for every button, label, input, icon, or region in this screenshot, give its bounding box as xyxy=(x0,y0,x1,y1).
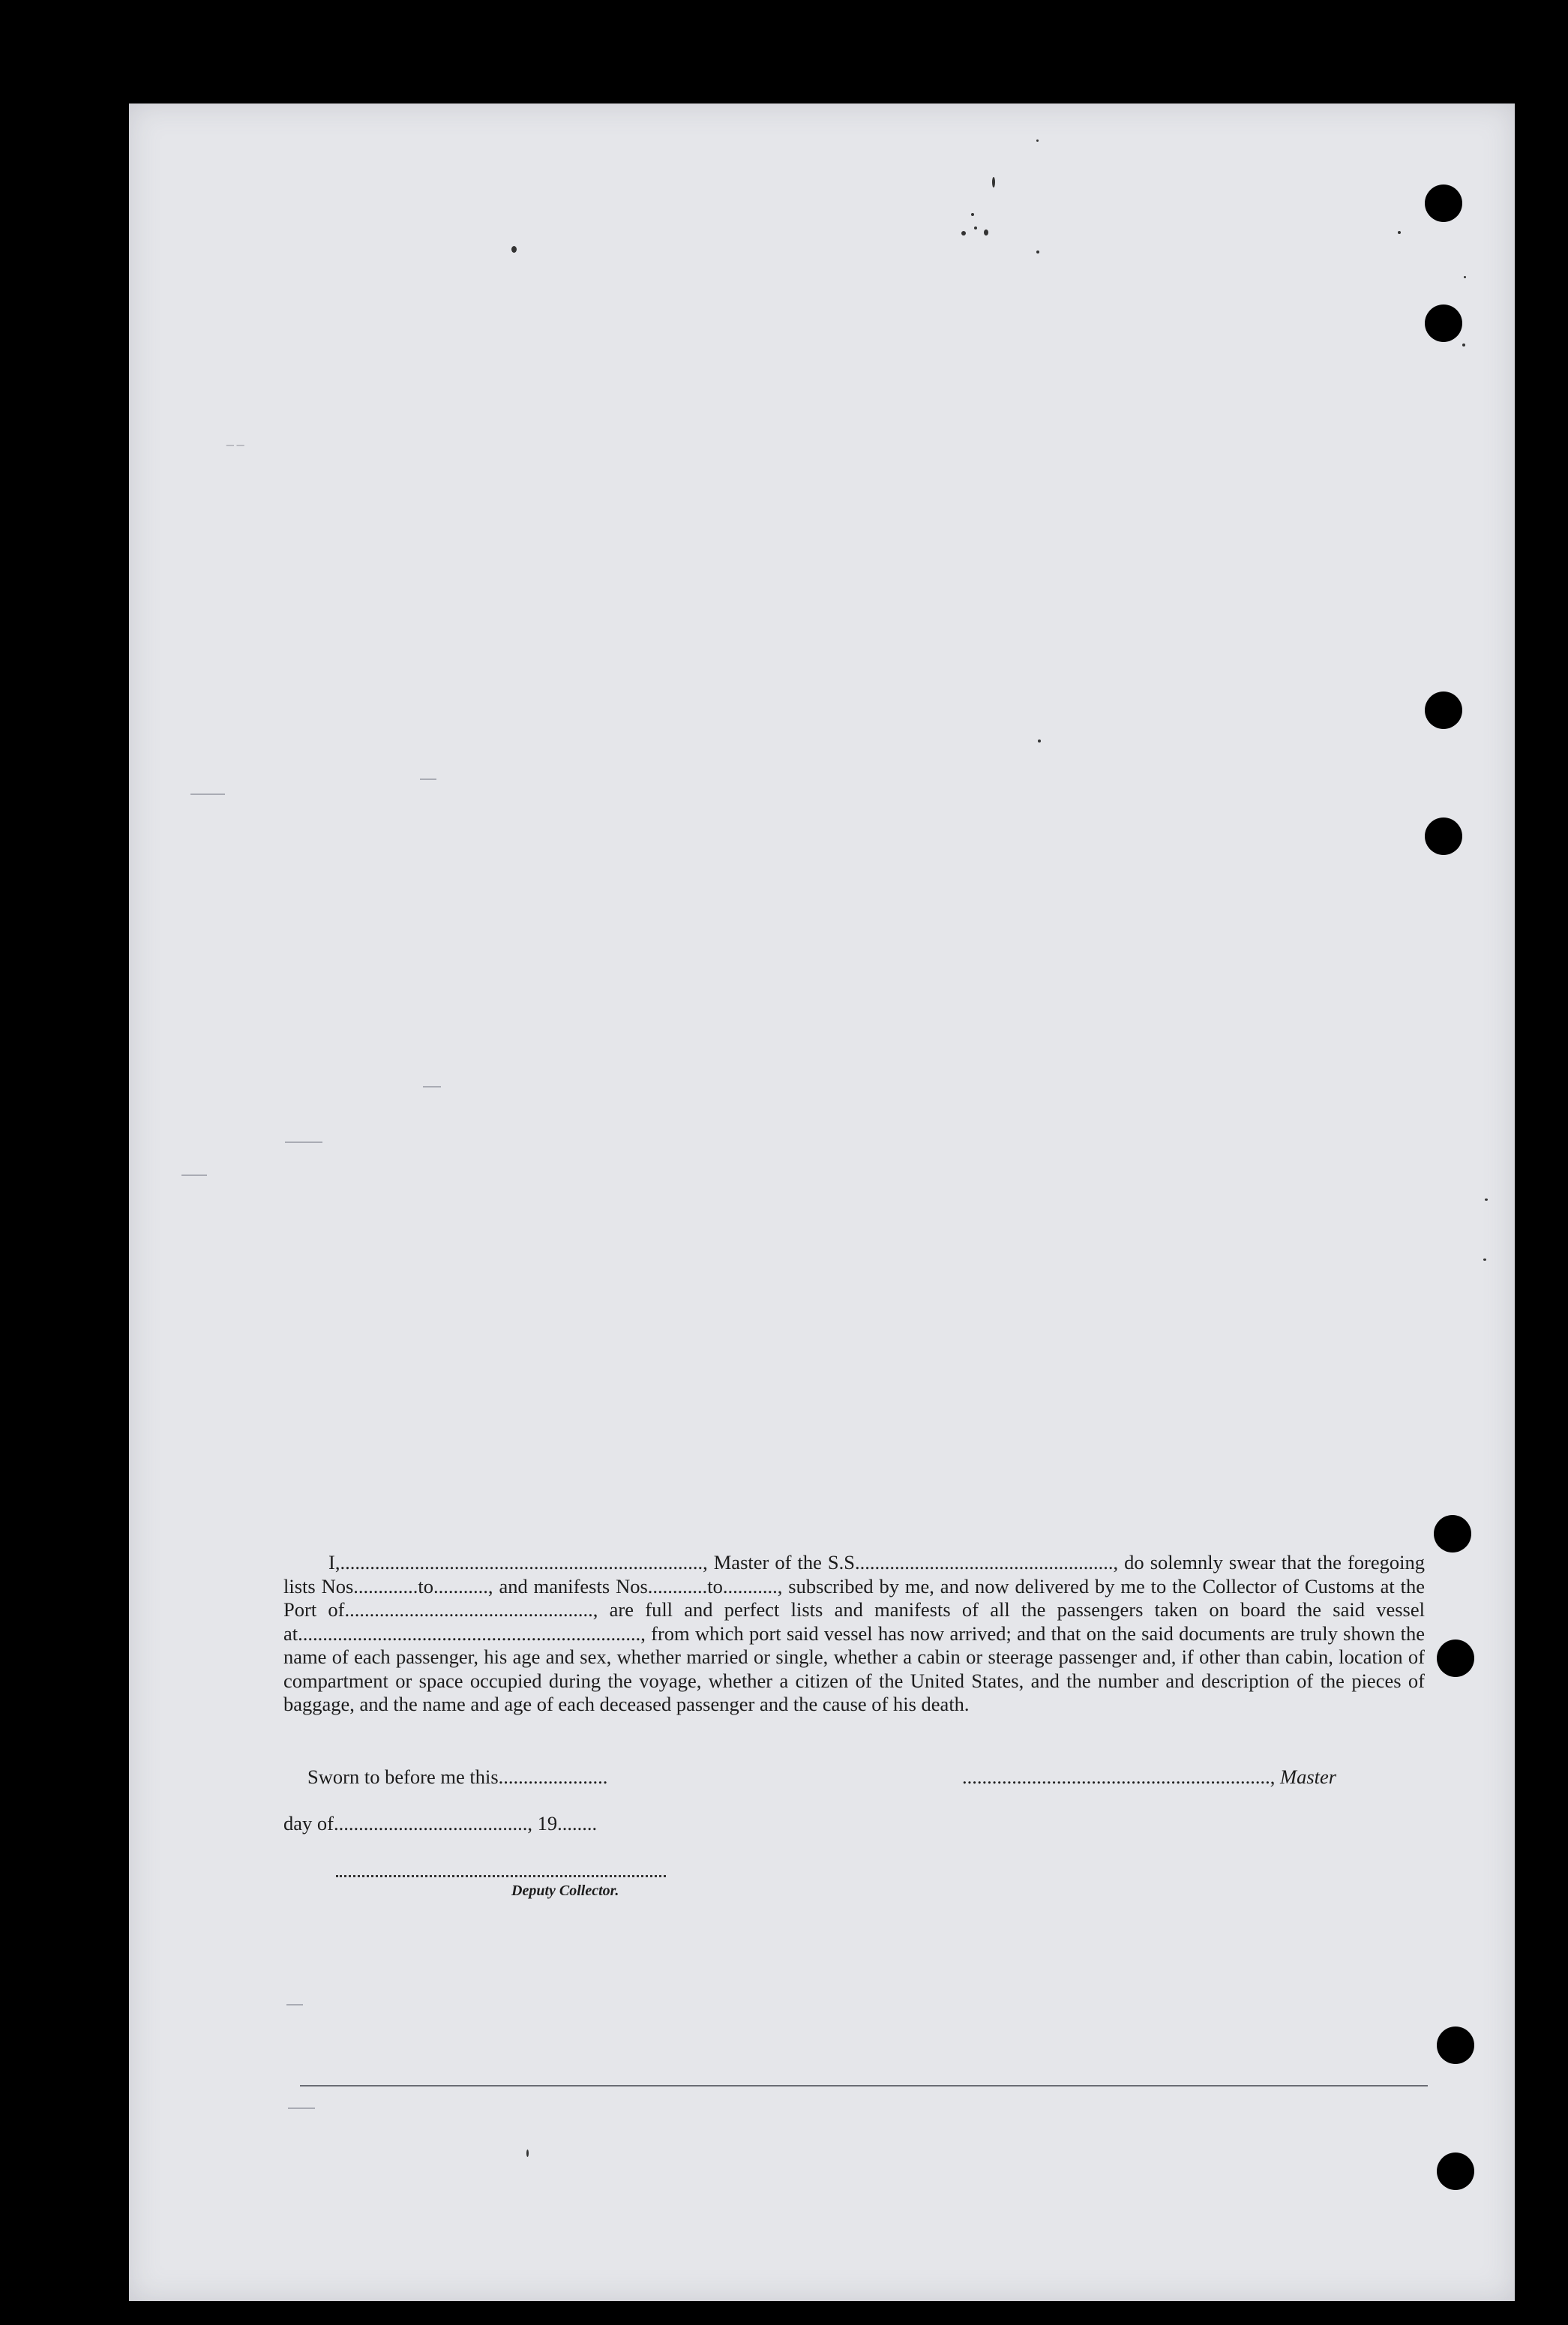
faint-mark xyxy=(286,2004,303,2006)
faint-mark xyxy=(190,794,225,795)
scan-speck xyxy=(971,213,974,216)
scan-speck xyxy=(1464,276,1466,278)
bottom-rule xyxy=(300,2085,1428,2086)
deputy-signature-line xyxy=(336,1875,666,1877)
faint-mark xyxy=(420,778,436,780)
scan-speck xyxy=(511,246,517,253)
punch-hole-4 xyxy=(1425,818,1462,855)
scan-speck xyxy=(1462,344,1465,346)
scan-speck xyxy=(1036,250,1039,254)
punch-hole-1 xyxy=(1425,184,1462,222)
scan-speck xyxy=(1483,1258,1486,1261)
scan-speck xyxy=(526,2150,529,2157)
punch-hole-8 xyxy=(1437,2152,1474,2190)
faint-mark xyxy=(423,1086,441,1088)
faint-mark: ⁻⁻ xyxy=(225,438,246,460)
scan-speck xyxy=(1038,740,1041,742)
punch-hole-2 xyxy=(1425,304,1462,342)
day-text: day of......................................., 19........ xyxy=(283,1812,598,1834)
day-line xyxy=(283,1812,597,1835)
sworn-line xyxy=(307,1766,607,1789)
scan-speck xyxy=(1485,1198,1488,1201)
scan-speck xyxy=(992,177,995,188)
scan-speck xyxy=(1398,231,1401,234)
manifest-page xyxy=(129,104,1515,2301)
punch-hole-3 xyxy=(1425,692,1462,729)
punch-hole-6 xyxy=(1437,1640,1474,1677)
punch-hole-5 xyxy=(1434,1515,1471,1552)
master-label: Master xyxy=(1280,1766,1337,1788)
oath-text: I,........................................................................., Master of the S.S...................................................., do solemnly swear that the foregoing lists Nos.............to..........., and manifests Nos............to..........., subscribed by me, and now delivered by me to the Collector of Customs at the Port of.................................................., are full and perfect lists and manifests of all the passengers taken on board the said vessel at....................................................................., from which port said vessel has now arrived; and that on the said documents are truly shown the name of each passenger, his age and sex, whether married or single, whether a cabin or steerage passenger and, if other than cabin, location of compartment or space occupied during the voyage, whether a citizen of the United States, and the number and description of the pieces of baggage, and the name and age of each deceased passenger and the cause of his death. xyxy=(283,1551,1425,1715)
oath-paragraph xyxy=(283,1551,1425,1717)
faint-mark xyxy=(288,2108,315,2109)
sworn-text: Sworn to before me this...................... xyxy=(307,1766,608,1788)
faint-mark xyxy=(181,1174,207,1176)
scan-speck xyxy=(984,230,988,236)
master-dots: .............................................................., xyxy=(962,1766,1276,1788)
punch-hole-7 xyxy=(1437,2026,1474,2064)
deputy-collector-label: Deputy Collector. xyxy=(511,1882,619,1899)
faint-mark xyxy=(285,1142,322,1143)
scan-speck xyxy=(974,226,977,230)
master-signature-line xyxy=(962,1766,1336,1789)
scan-speck xyxy=(961,231,966,236)
scan-speck xyxy=(1036,140,1039,142)
